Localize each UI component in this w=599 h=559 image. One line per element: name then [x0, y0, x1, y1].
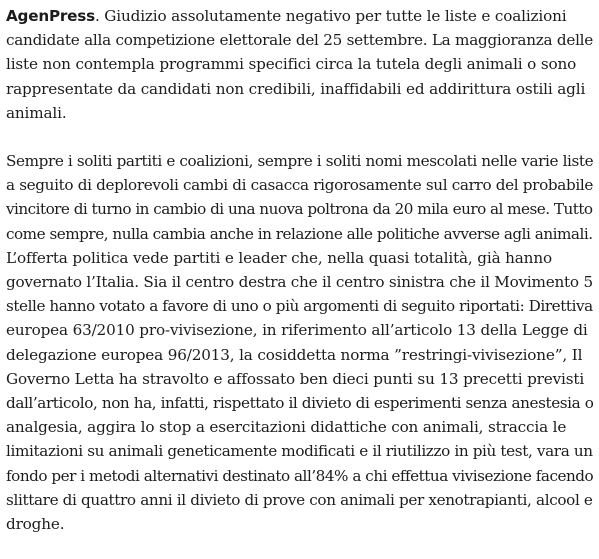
text-line: limitazioni su animali geneticamente modificati e il riutilizzo in più test, vara un	[6, 442, 593, 461]
text-line: animali.	[6, 103, 67, 122]
text-line: stelle hanno votato a favore di uno o più argomenti di seguito riportati: Direttiva	[6, 297, 593, 316]
source-name: AgenPress	[6, 7, 95, 25]
paragraph-body	[6, 149, 593, 536]
text-line: dall’articolo, non ha, infatti, rispettato il divieto di esperimenti senza anestesia o	[6, 394, 594, 413]
text-line: delegazione europea 96/2013, la cosiddetta norma ”restringi-vivisezione”, Il	[6, 345, 583, 364]
text-line: Governo Letta ha stravolto e affossato ben dieci punti su 13 precetti previsti	[6, 369, 585, 388]
text-line: vincitore di turno in cambio di una nuova poltrona da 20 mila euro al mese. Tutto	[6, 200, 593, 219]
text-line	[6, 4, 593, 28]
text-line: governato l’Italia. Sia il centro destra che il centro sinistra che il Movimento 5	[6, 273, 593, 292]
text-line: analgesia, aggira lo stop a esercitazioni didattiche con animali, straccia le	[6, 418, 567, 437]
text-line: L’offerta politica vede partiti e leader che, nella quasi totalità, già hanno	[6, 248, 552, 267]
text-line: europea 63/2010 pro-vivisezione, in riferimento all’articolo 13 della Legge di	[6, 321, 588, 340]
text-line: come sempre, nulla cambia anche in relazione alle politiche avverse agli animali.	[6, 224, 593, 243]
text-line-content: . Giudizio assolutamente negativo per tutte le liste e coalizioni	[94, 7, 567, 25]
text-line: candidate alla competizione elettorale del 25 settembre. La maggioranza delle	[6, 31, 594, 50]
paragraph-intro	[6, 4, 593, 125]
text-line: a seguito di deplorevoli cambi di casacca rigorosamente sul carro del probabile	[6, 176, 594, 195]
text-line: Sempre i soliti partiti e coalizioni, sempre i soliti nomi mescolati nelle varie liste	[6, 152, 594, 171]
text-line: liste non contempla programmi specifici circa la tutela degli animali o sono	[6, 55, 577, 74]
text-line: droghe.	[6, 515, 65, 534]
text-line: slittare di quattro anni il divieto di prove con animali per xenotrapianti, alcool e	[6, 490, 593, 509]
text-line: fondo per i metodi alternativi destinato all’84% a chi effettua vivisezione facendo	[6, 466, 594, 485]
text-line: rappresentate da candidati non credibili, inaffidabili ed addirittura ostili agli	[6, 79, 586, 98]
